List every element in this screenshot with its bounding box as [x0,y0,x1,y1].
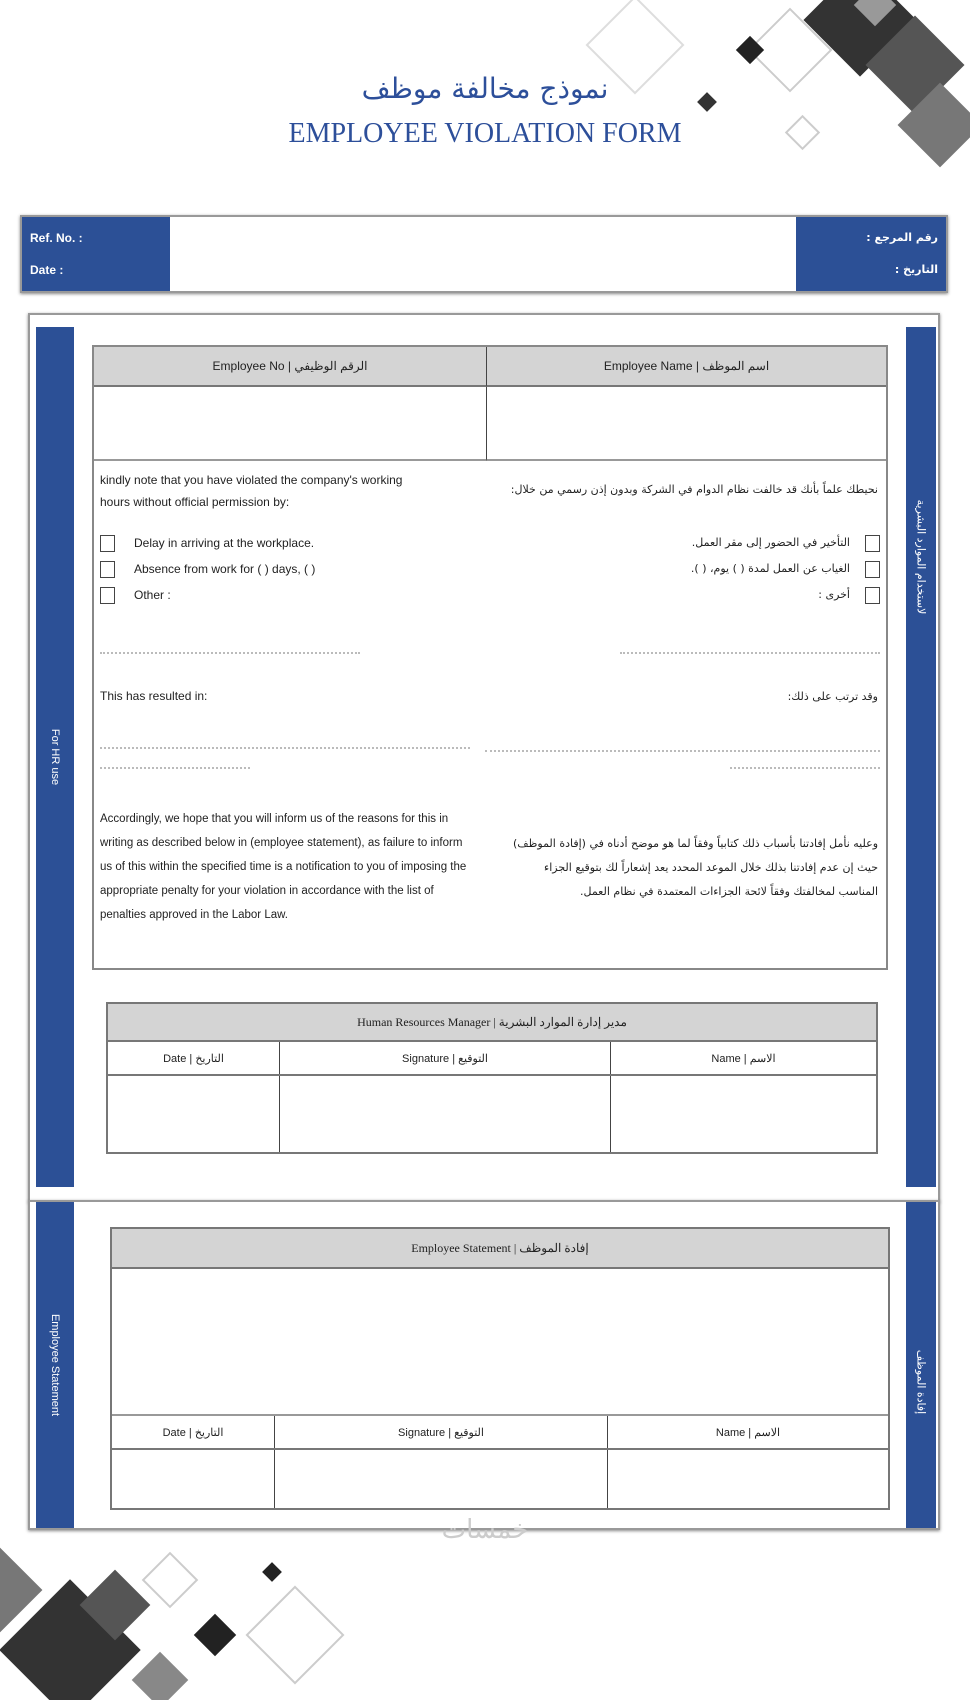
accordingly-text-en: Accordingly, we hope that you will inform us of the reasons for this in writing as described below in (employee statement), as failure to inform us of this within the specified time is a notification to you of imposing the appropriate penalty for your violation in accordance with the list of penalties approved in the Labor Law. [100,813,467,921]
stmt-table-body [112,1450,888,1508]
accordingly-text-ar: وعليه نأمل إفادتنا بأسباب ذلك كتابياً وفقاً لما هو موضح أدناه في (إفادة الموظف) حيث إن عدم إفادتنا بذلك خلال الموعد المحدد يعد إشعاراً لك بتوقيع الجزاء المناسب لمخالفتك وفقاً لائحة الجزاءات المعتمدة في نظام العمل. [512,837,878,898]
hr-table-column-headers [108,1042,876,1076]
hr-use-label-ar: لاستخدام الموارد البشرية [914,499,928,615]
stmt-name-field[interactable] [608,1450,888,1508]
employee-statement-field[interactable] [112,1269,888,1416]
result-fill-line-2[interactable] [100,767,250,769]
employee-statement-title: Employee Statement | إفادة الموظف [112,1229,888,1269]
hr-signature-field[interactable] [280,1076,611,1152]
date-label: Date : [30,263,64,277]
result-fill-line-1-ar[interactable] [485,750,880,752]
hr-name-header: Name | الاسم [711,1052,776,1065]
watermark-logo: خمسات [441,1515,529,1545]
hr-use-label: For HR use [49,728,61,786]
option-label-ar: أخرى : [818,588,850,601]
checkbox-other[interactable] [100,587,115,604]
option-delay [100,532,880,558]
reference-bar [20,215,948,293]
checkbox-absence-ar[interactable] [865,561,880,578]
employee-statement-table [110,1227,890,1510]
hr-signature-header: Signature | التوقيع [280,1042,611,1074]
intro-text-en: kindly note that you have violated the company's working hours without official permission by: [100,473,403,509]
ref-no-label: Ref. No. : [30,231,83,245]
hr-section [28,313,940,1202]
option-label-ar: الغياب عن العمل لمدة ( ) يوم، ( ). [690,562,850,575]
option-label-en: Absence from work for ( ) days, ( ) [134,562,316,576]
other-fill-line-ar[interactable] [620,652,880,654]
checkbox-absence[interactable] [100,561,115,578]
option-label-en: Other : [134,588,171,602]
violation-options [100,532,880,610]
result-label-ar: وقد ترتب على ذلك: [787,690,878,703]
stmt-date-header: Date | التاريخ [112,1416,275,1448]
stmt-side-strip-right [906,1202,936,1528]
stmt-date-field[interactable] [112,1450,275,1508]
employee-statement-section [28,1200,940,1530]
result-fill-line-1[interactable] [100,747,470,749]
hr-name-field[interactable] [611,1076,876,1152]
other-fill-line-en[interactable] [100,652,360,654]
stmt-side-strip-left [36,1202,74,1528]
checkbox-other-ar[interactable] [865,587,880,604]
stmt-name-header: Name | الاسم [715,1426,781,1439]
ref-date-input[interactable] [172,217,794,291]
hr-side-strip-left [36,327,74,1187]
employee-statement-side-label: Employee Statement [49,1313,61,1417]
stmt-signature-field[interactable] [275,1450,608,1508]
hr-table-body [108,1076,876,1152]
stmt-table-column-headers [112,1416,888,1450]
hr-manager-title: Human Resources Manager | مدير إدارة الموارد البشرية [108,1004,876,1042]
hr-side-strip-right [906,327,936,1187]
title-english: EMPLOYEE VIOLATION FORM [288,118,682,149]
employee-statement-side-label-ar: إفادة الموظف [914,1349,928,1415]
result-label-en: This has resulted in: [100,689,208,703]
employee-name-field[interactable] [487,387,886,461]
employee-name-header: Employee Name | اسم الموظف [487,347,886,387]
result-fill-line-2-ar[interactable] [730,767,880,769]
hr-manager-table [106,1002,878,1154]
ref-label-panel-ar [796,217,946,291]
ref-no-label-ar: رقم المرجع : [866,231,938,244]
ref-label-panel-en [22,217,170,291]
checkbox-delay-ar[interactable] [865,535,880,552]
checkbox-delay[interactable] [100,535,115,552]
hr-date-field[interactable] [108,1076,280,1152]
hr-date-header: Date | التاريخ [108,1042,280,1074]
date-label-ar: التاريخ : [894,263,938,276]
employee-no-header: Employee No | الرقم الوظيفي [94,347,487,387]
notice-box [92,345,888,970]
title-arabic: نموذج مخالفة موظف [361,72,609,105]
employee-no-field[interactable] [94,387,487,461]
option-other [100,584,880,610]
intro-text-ar: نحيطك علماً بأنك قد خالفت نظام الدوام في الشركة وبدون إذن رسمي من خلال: [510,483,878,496]
option-absence [100,558,880,584]
option-label-ar: التأخير في الحضور إلى مقر العمل. [691,536,850,549]
stmt-signature-header: Signature | التوقيع [275,1416,608,1448]
option-label-en: Delay in arriving at the workplace. [134,536,315,550]
